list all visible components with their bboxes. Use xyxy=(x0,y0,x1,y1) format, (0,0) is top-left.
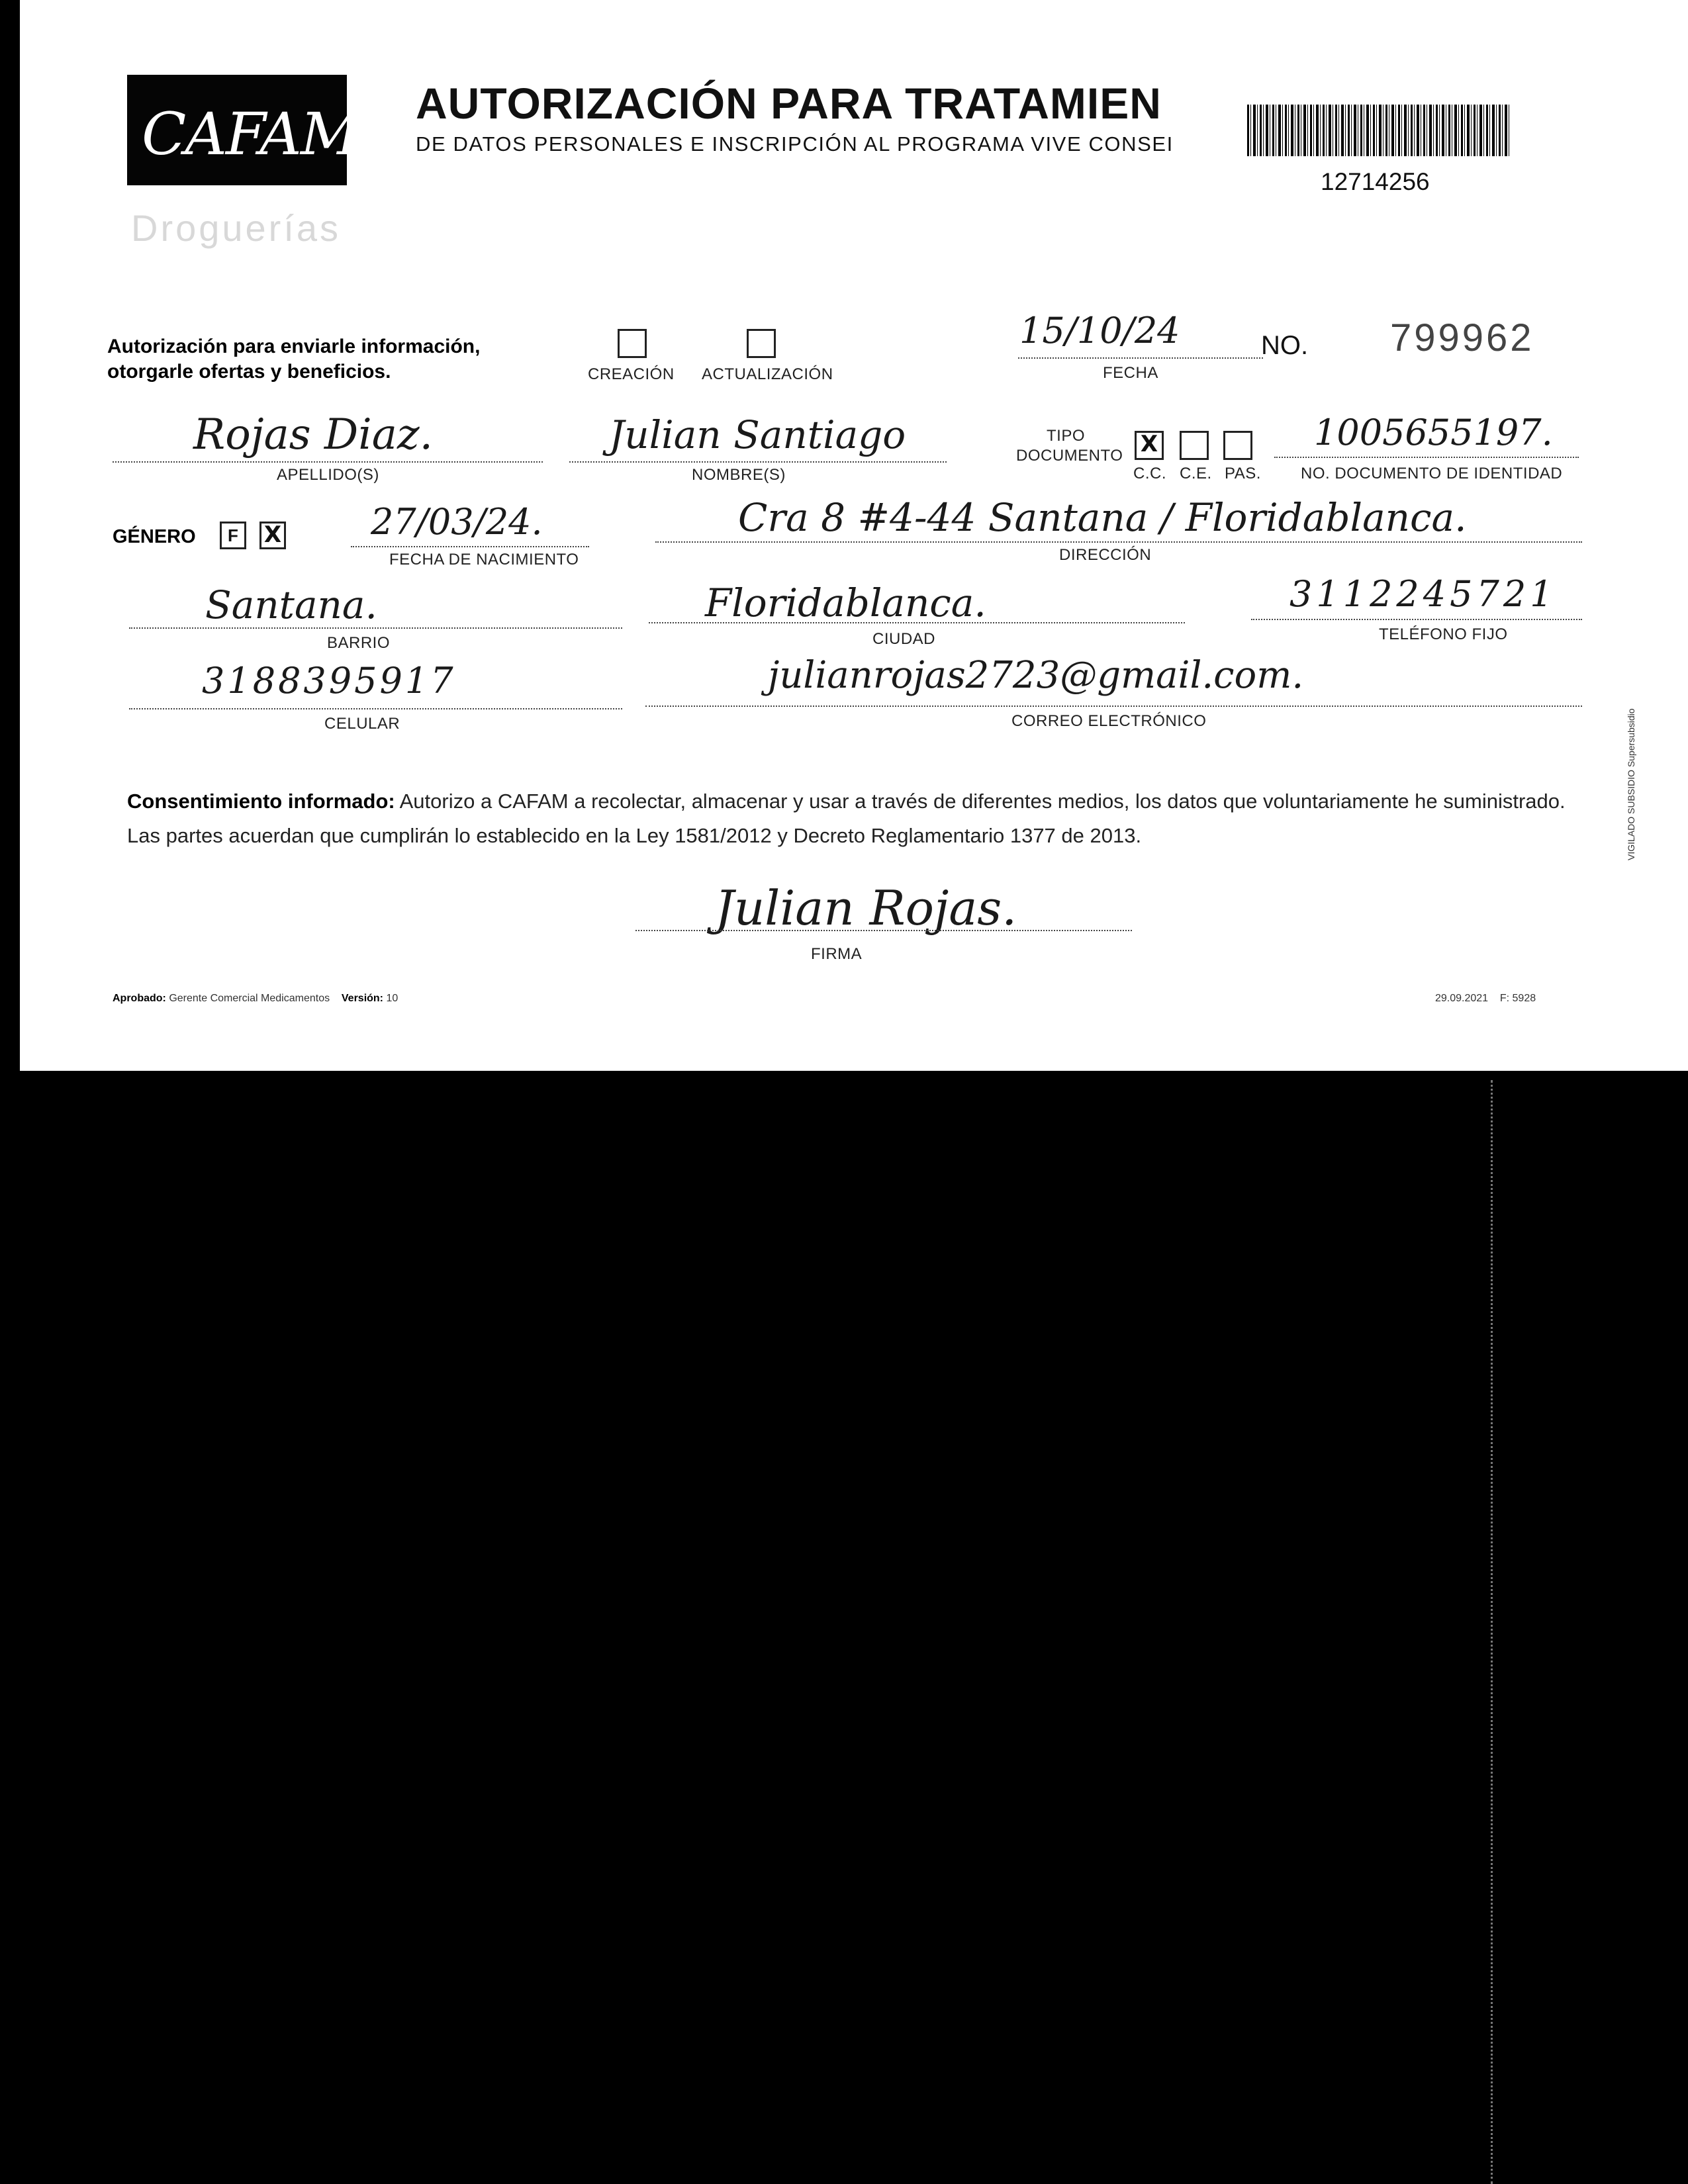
no-value: 799962 xyxy=(1390,316,1534,359)
fecha-value[interactable]: 15/10/24 xyxy=(1019,310,1180,351)
genero-m-box[interactable]: X xyxy=(259,522,286,549)
fecha-line xyxy=(1018,357,1263,359)
authorization-intro-line2: otorgarle ofertas y beneficios. xyxy=(107,361,391,383)
logo-text: CAFAM xyxy=(142,100,359,168)
genero-label: GÉNERO xyxy=(113,526,196,547)
footer-left xyxy=(113,993,398,1005)
barcode xyxy=(1247,105,1511,156)
tipo-label-line1: TIPO xyxy=(1046,427,1085,445)
version-value: 10 xyxy=(386,993,399,1004)
ciudad-line xyxy=(649,622,1185,623)
aprobado-label: Aprobado: xyxy=(113,993,166,1004)
telefono-value[interactable]: 3112245721 xyxy=(1289,573,1557,615)
form-sheet xyxy=(20,0,1688,1071)
direccion-line xyxy=(655,541,1582,543)
nombres-line xyxy=(569,461,947,463)
apellidos-label: APELLIDO(S) xyxy=(277,466,379,484)
aprobado-value: Gerente Comercial Medicamentos xyxy=(169,993,330,1004)
barrio-label: BARRIO xyxy=(327,634,391,652)
ciudad-value[interactable]: Floridablanca. xyxy=(705,580,986,625)
genero-f-box[interactable]: F xyxy=(220,522,246,549)
celular-line xyxy=(129,708,622,709)
tipo-cc-checkbox[interactable]: X xyxy=(1135,431,1164,460)
nacimiento-value[interactable]: 27/03/24. xyxy=(371,501,543,543)
authorization-intro xyxy=(107,334,480,385)
supersubsidio-side-text: VIGILADO SUBSIDIO Supersubsidio xyxy=(1626,708,1636,860)
footer-code: F: 5928 xyxy=(1499,993,1536,1004)
direccion-value[interactable]: Cra 8 #4-44 Santana / Floridablanca. xyxy=(738,495,1467,540)
tipo-ce-checkbox[interactable] xyxy=(1180,431,1209,460)
logo-subtitle: Droguerías xyxy=(131,207,342,249)
tipo-label-line2: DOCUMENTO xyxy=(1016,447,1123,465)
telefono-line xyxy=(1251,619,1582,620)
footer-right xyxy=(1435,993,1536,1005)
nacimiento-label: FECHA DE NACIMIENTO xyxy=(389,551,579,569)
tipo-pas-label: PAS. xyxy=(1225,465,1261,482)
tipo-ce-label: C.E. xyxy=(1180,465,1212,482)
authorization-intro-line1: Autorización para enviarle información, xyxy=(107,336,481,357)
consent-text: Autorizo a CAFAM a recolectar, almacenar y usar a través de diferentes medios, los datos que voluntariamente he suministrado. Las partes acuerdan que cumplirán lo establecido en la Ley 1581/2012 y Decreto Reglamentario 1377 de 2013. xyxy=(127,790,1566,847)
nacimiento-line xyxy=(351,546,589,547)
form-subtitle: DE DATOS PERSONALES E INSCRIPCIÓN AL PROGRAMA VIVE CONSEI xyxy=(416,132,1174,156)
signature-label: FIRMA xyxy=(811,945,863,963)
form-title: AUTORIZACIÓN PARA TRATAMIEN xyxy=(416,79,1162,128)
apellidos-line xyxy=(113,461,543,463)
nombres-label: NOMBRE(S) xyxy=(692,466,786,484)
consent-heading: Consentimiento informado: xyxy=(127,790,395,813)
scan-artifact-line xyxy=(1491,1080,1493,2184)
fecha-label: FECHA xyxy=(1103,364,1158,382)
correo-value[interactable]: julianrojas2723@gmail.com. xyxy=(768,654,1304,697)
direccion-label: DIRECCIÓN xyxy=(1059,546,1152,564)
documento-value[interactable]: 1005655197. xyxy=(1314,412,1553,453)
cafam-logo xyxy=(127,75,359,185)
actualizacion-checkbox[interactable] xyxy=(747,329,776,358)
tipo-pas-checkbox[interactable] xyxy=(1223,431,1252,460)
correo-label: CORREO ELECTRÓNICO xyxy=(1011,712,1207,730)
correo-line xyxy=(645,705,1582,707)
creacion-label: CREACIÓN xyxy=(588,365,675,383)
documento-line xyxy=(1274,457,1579,458)
version-label: Versión: xyxy=(341,993,384,1004)
signature-line xyxy=(635,930,1132,931)
barcode-number: 12714256 xyxy=(1321,168,1430,195)
consent-paragraph xyxy=(127,784,1597,853)
celular-label: CELULAR xyxy=(324,715,400,733)
barrio-value[interactable]: Santana. xyxy=(205,582,377,627)
apellidos-value[interactable]: Rojas Diaz. xyxy=(193,410,433,459)
telefono-label: TELÉFONO FIJO xyxy=(1379,625,1508,643)
creacion-checkbox[interactable] xyxy=(618,329,647,358)
footer-date: 29.09.2021 xyxy=(1435,993,1489,1004)
tipo-cc-label: C.C. xyxy=(1133,465,1166,482)
documento-label: NO. DOCUMENTO DE IDENTIDAD xyxy=(1301,465,1563,482)
actualizacion-label: ACTUALIZACIÓN xyxy=(702,365,833,383)
tipo-documento-label xyxy=(1016,426,1123,466)
celular-value[interactable]: 3188395917 xyxy=(202,660,456,702)
nombres-value[interactable]: Julian Santiago xyxy=(609,412,906,457)
ciudad-label: CIUDAD xyxy=(872,630,936,648)
barrio-line xyxy=(129,627,622,629)
no-label: NO. xyxy=(1261,331,1309,360)
signature-value: Julian Rojas. xyxy=(715,880,1017,936)
